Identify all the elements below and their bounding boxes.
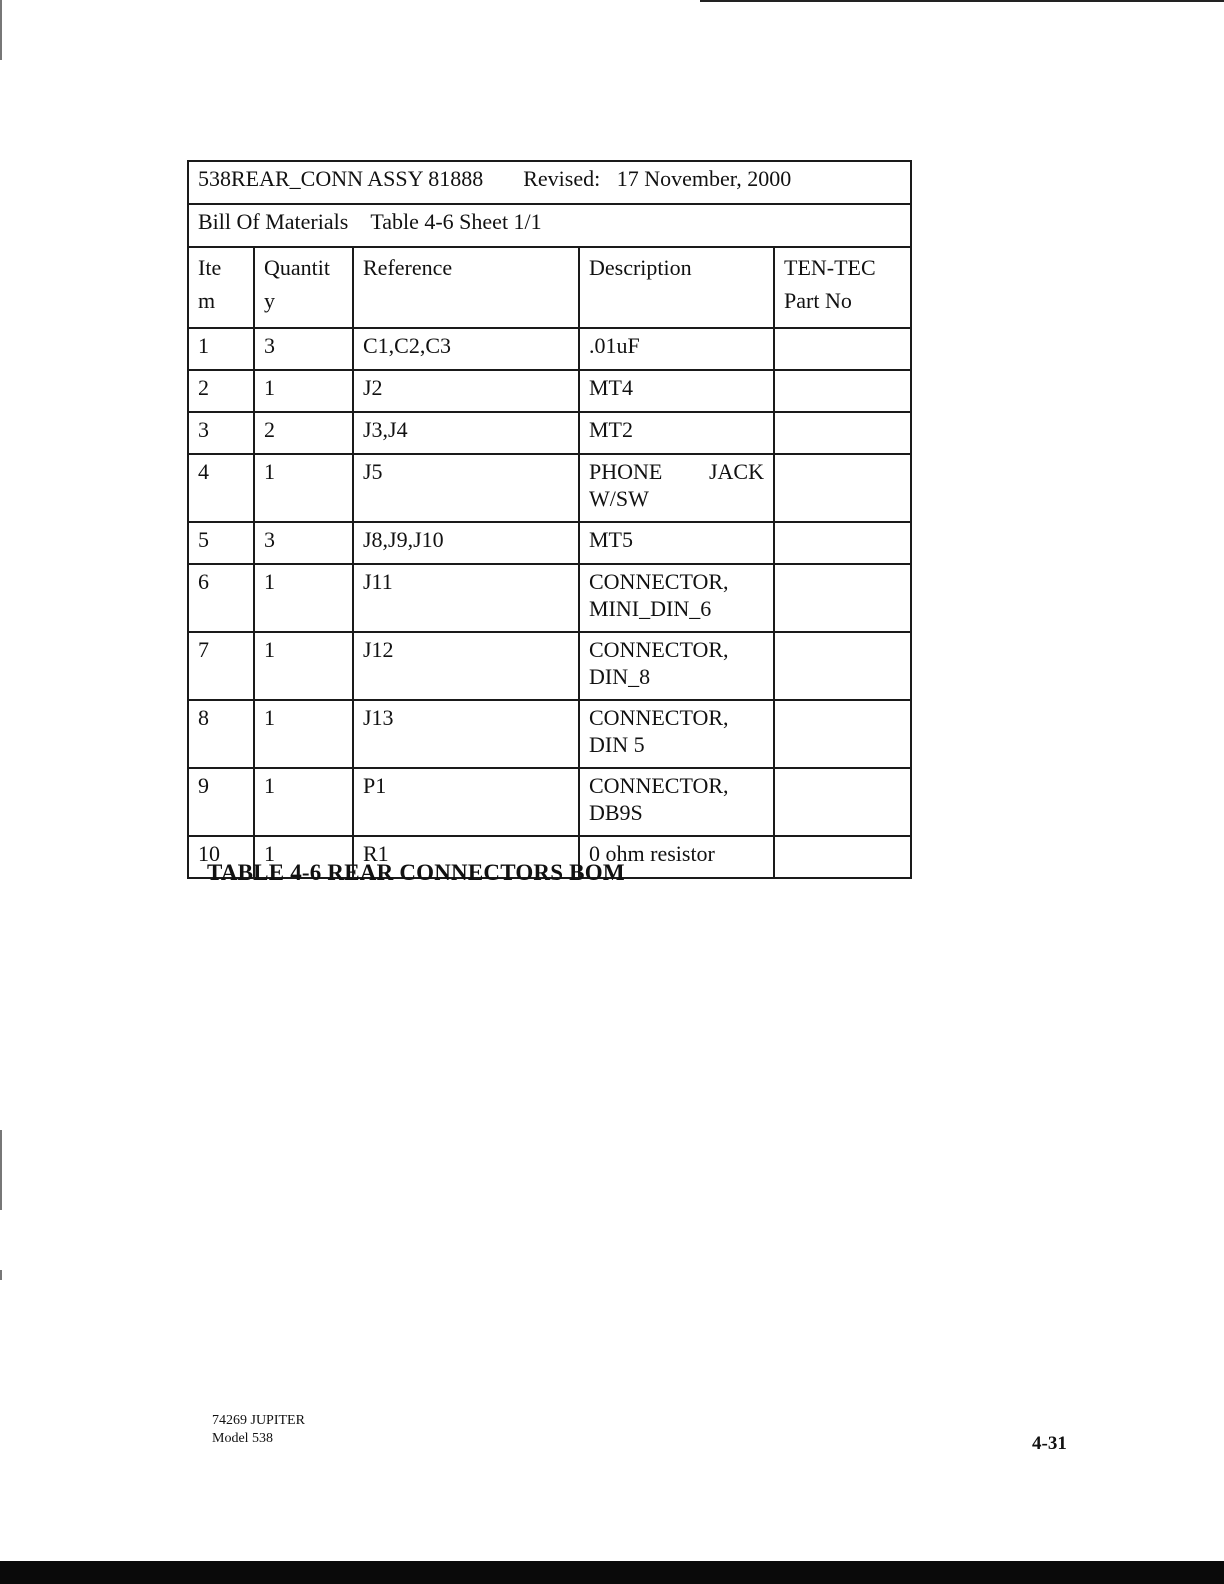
- scan-left-edge: [0, 0, 2, 60]
- table-row: [188, 412, 911, 454]
- item-cell: 1: [188, 328, 254, 370]
- bom-table: [187, 160, 912, 879]
- item-cell: 5: [188, 522, 254, 564]
- table-row: [188, 522, 911, 564]
- table-subtitle-cell: [188, 204, 911, 247]
- description-line: DB9S: [589, 800, 643, 825]
- quantity-cell: 1: [254, 454, 353, 522]
- column-header-description: [579, 247, 774, 328]
- table-row: [188, 564, 911, 632]
- page-number: 4-31: [1032, 1433, 1067, 1454]
- description-cell: [579, 768, 774, 836]
- quantity-cell: 2: [254, 412, 353, 454]
- scan-top-rule: [700, 0, 1224, 2]
- description-line: PHONE JACK: [589, 459, 764, 484]
- item-cell: 6: [188, 564, 254, 632]
- column-header-item: [188, 247, 254, 328]
- item-cell: 9: [188, 768, 254, 836]
- column-header-item-line: Ite: [198, 255, 222, 280]
- quantity-cell: 1: [254, 768, 353, 836]
- description-cell: [579, 564, 774, 632]
- item-cell: 8: [188, 700, 254, 768]
- column-header-reference: [353, 247, 579, 328]
- part-no-cell: [774, 632, 911, 700]
- description-cell: .01uF: [579, 328, 774, 370]
- column-header-row: [188, 247, 911, 328]
- reference-cell: R1: [353, 836, 579, 878]
- footer-line-1: 74269 JUPITER: [212, 1413, 305, 1428]
- description-cell: MT5: [579, 522, 774, 564]
- sheet-label: Table 4-6 Sheet 1/1: [370, 209, 542, 234]
- bom-label: Bill Of Materials: [198, 209, 349, 234]
- table-row: [188, 454, 911, 522]
- part-no-cell: [774, 768, 911, 836]
- description-line: W/SW: [589, 486, 649, 511]
- quantity-cell: 1: [254, 564, 353, 632]
- reference-cell: J12: [353, 632, 579, 700]
- item-cell: 4: [188, 454, 254, 522]
- revised-label: Revised:: [523, 166, 601, 191]
- reference-cell: J8,J9,J10: [353, 522, 579, 564]
- column-header-part-no-line: TEN-TEC: [784, 255, 876, 280]
- item-cell: 10: [188, 836, 254, 878]
- description-cell: [579, 700, 774, 768]
- description-cell: [579, 632, 774, 700]
- table-title-row: [188, 161, 911, 204]
- description-cell: 0 ohm resistor: [579, 836, 774, 878]
- description-line: CONNECTOR,: [589, 773, 729, 798]
- table-row: [188, 700, 911, 768]
- scan-bottom-bar: [0, 1561, 1224, 1584]
- part-no-cell: [774, 522, 911, 564]
- reference-cell: C1,C2,C3: [353, 328, 579, 370]
- reference-cell: J5: [353, 454, 579, 522]
- table-subtitle-row: [188, 204, 911, 247]
- description-line: MINI_DIN_6: [589, 596, 712, 621]
- quantity-cell: 1: [254, 700, 353, 768]
- quantity-cell: 3: [254, 328, 353, 370]
- item-cell: 3: [188, 412, 254, 454]
- reference-cell: P1: [353, 768, 579, 836]
- column-header-quantity: [254, 247, 353, 328]
- table-row: [188, 370, 911, 412]
- scan-left-edge: [0, 1130, 2, 1210]
- part-no-cell: [774, 700, 911, 768]
- table-row: [188, 328, 911, 370]
- part-no-cell: [774, 328, 911, 370]
- footer-model-info: [212, 1412, 305, 1448]
- column-header-part-no: [774, 247, 911, 328]
- quantity-cell: 1: [254, 836, 353, 878]
- description-line: DIN_8: [589, 664, 651, 689]
- part-no-cell: [774, 564, 911, 632]
- table-row: [188, 768, 911, 836]
- description-line: CONNECTOR,: [589, 705, 729, 730]
- assembly-title: 538REAR_CONN ASSY 81888: [198, 166, 484, 191]
- column-header-reference-label: Reference: [363, 255, 453, 280]
- part-no-cell: [774, 836, 911, 878]
- quantity-cell: 1: [254, 632, 353, 700]
- table-caption: TABLE 4-6 REAR CONNECTORS BOM: [207, 860, 625, 885]
- description-line: CONNECTOR,: [589, 569, 729, 594]
- column-header-quantity-line: Quantit: [264, 255, 330, 280]
- description-cell: MT2: [579, 412, 774, 454]
- column-header-item-line: m: [198, 288, 216, 313]
- reference-cell: J2: [353, 370, 579, 412]
- reference-cell: J11: [353, 564, 579, 632]
- part-no-cell: [774, 412, 911, 454]
- description-line: CONNECTOR,: [589, 637, 729, 662]
- reference-cell: J3,J4: [353, 412, 579, 454]
- column-header-description-label: Description: [589, 255, 692, 280]
- description-cell: MT4: [579, 370, 774, 412]
- column-header-quantity-line: y: [264, 288, 275, 313]
- description-line: DIN 5: [589, 732, 645, 757]
- quantity-cell: 1: [254, 370, 353, 412]
- quantity-cell: 3: [254, 522, 353, 564]
- description-cell: [579, 454, 774, 522]
- table-title-cell: [188, 161, 911, 204]
- item-cell: 2: [188, 370, 254, 412]
- column-header-part-no-line: Part No: [784, 288, 852, 313]
- scan-left-edge: [0, 1270, 2, 1280]
- part-no-cell: [774, 370, 911, 412]
- reference-cell: J13: [353, 700, 579, 768]
- table-row: [188, 632, 911, 700]
- item-cell: 7: [188, 632, 254, 700]
- footer-line-2: Model 538: [212, 1431, 274, 1446]
- part-no-cell: [774, 454, 911, 522]
- revised-date: 17 November, 2000: [616, 166, 792, 191]
